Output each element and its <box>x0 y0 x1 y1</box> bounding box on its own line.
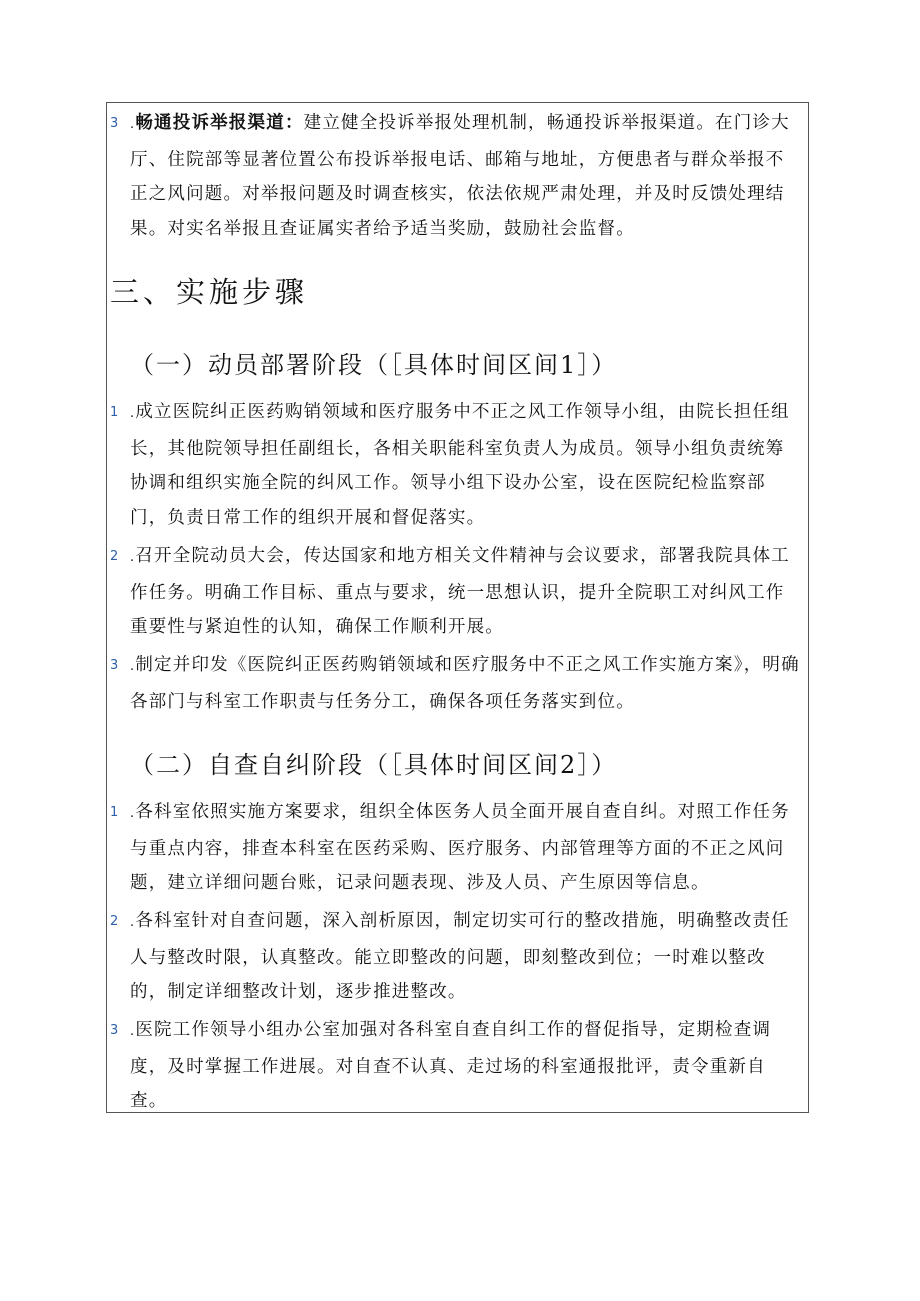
item-text: 各科室依照实施方案要求，组织全体医务人员全面开展自查自纠。对照工作任务与重点内容，排查本科室在医药采购、医疗服务、内部管理等方面的不正之风问题，建立详细问题台账，记录问题表现、涉及人员、产生原因等信息。 <box>130 802 790 893</box>
list-number: 2 <box>110 914 119 929</box>
item-text: 成立医院纠正医药购销领域和医疗服务中不正之风工作领导小组，由院长担任组长，其他院领导担任副组长，各相关职能科室负责人为成员。领导小组负责统筹协调和组织实施全院的纠风工作。领导小组下设办公室，设在医院纪检监察部门，负责日常工作的组织开展和督促落实。 <box>130 402 790 528</box>
list-item: .畅通投诉举报渠道：建立健全投诉举报处理机制，畅通投诉举报渠道。在门诊大厅、住院部等显著位置公布投诉举报电话、邮箱与地址，方便患者与群众举报不正之风问题。对举报问题及时调查核实，依法依规严肃处理，并及时反馈处理结果。对实名举报且查证属实者给予适当奖励，鼓励社会监督。 <box>130 113 790 239</box>
list-number: 2 <box>110 549 119 564</box>
list-number: 3 <box>110 658 119 673</box>
item-title: 畅通投诉举报渠道： <box>135 113 304 133</box>
list-number: 3 <box>110 1023 119 1038</box>
list-item: .召开全院动员大会，传达国家和地方相关文件精神与会议要求，部署我院具体工作任务。明确工作目标、重点与要求，统一思想认识，提升全院职工对纠风工作重要性与紧迫性的认知，确保工作顺利开展。 <box>130 546 790 637</box>
item-text: 制定并印发《医院纠正医药购销领域和医疗服务中不正之风工作实施方案》，明确各部门与科室工作职责与任务分工，确保各项任务落实到位。 <box>130 655 800 712</box>
phase-title: （一）动员部署阶段（［具体时间区间1］） <box>130 351 618 379</box>
section-title: 三、实施步骤 <box>110 275 309 309</box>
list-item: .医院工作领导小组办公室加强对各科室自查自纠工作的督促指导，定期检查调度，及时掌握工作进展。对自查不认真、走过场的科室通报批评，责令重新自查。 <box>130 1020 772 1111</box>
item-text: 医院工作领导小组办公室加强对各科室自查自纠工作的督促指导，定期检查调度，及时掌握工作进展。对自查不认真、走过场的科室通报批评，责令重新自查。 <box>130 1020 772 1111</box>
list-item: .成立医院纠正医药购销领域和医疗服务中不正之风工作领导小组，由院长担任组长，其他院领导担任副组长，各相关职能科室负责人为成员。领导小组负责统筹协调和组织实施全院的纠风工作。领导小组下设办公室，设在医院纪检监察部门，负责日常工作的组织开展和督促落实。 <box>130 402 790 528</box>
list-number: 1 <box>110 405 119 420</box>
item-text: 建立健全投诉举报处理机制，畅通投诉举报渠道。在门诊大厅、住院部等显著位置公布投诉举报电话、邮箱与地址，方便患者与群众举报不正之风问题。对举报问题及时调查核实，依法依规严肃处理，并及时反馈处理结果。对实名举报且查证属实者给予适当奖励，鼓励社会监督。 <box>130 113 790 239</box>
item-text: 各科室针对自查问题，深入剖析原因，制定切实可行的整改措施，明确整改责任人与整改时限，认真整改。能立即整改的问题，即刻整改到位；一时难以整改的，制定详细整改计划，逐步推进整改。 <box>130 911 790 1002</box>
item-text: 召开全院动员大会，传达国家和地方相关文件精神与会议要求，部署我院具体工作任务。明确工作目标、重点与要求，统一思想认识，提升全院职工对纠风工作重要性与紧迫性的认知，确保工作顺利开展。 <box>130 546 790 637</box>
list-number: 3 <box>110 116 119 131</box>
list-item: .各科室针对自查问题，深入剖析原因，制定切实可行的整改措施，明确整改责任人与整改时限，认真整改。能立即整改的问题，即刻整改到位；一时难以整改的，制定详细整改计划，逐步推进整改。 <box>130 911 790 1002</box>
list-item: .制定并印发《医院纠正医药购销领域和医疗服务中不正之风工作实施方案》，明确各部门与科室工作职责与任务分工，确保各项任务落实到位。 <box>130 655 800 712</box>
list-number: 1 <box>110 805 119 820</box>
list-item: .各科室依照实施方案要求，组织全体医务人员全面开展自查自纠。对照工作任务与重点内容，排查本科室在医药采购、医疗服务、内部管理等方面的不正之风问题，建立详细问题台账，记录问题表现、涉及人员、产生原因等信息。 <box>130 802 790 893</box>
phase-title: （二）自查自纠阶段（［具体时间区间2］） <box>130 751 618 779</box>
